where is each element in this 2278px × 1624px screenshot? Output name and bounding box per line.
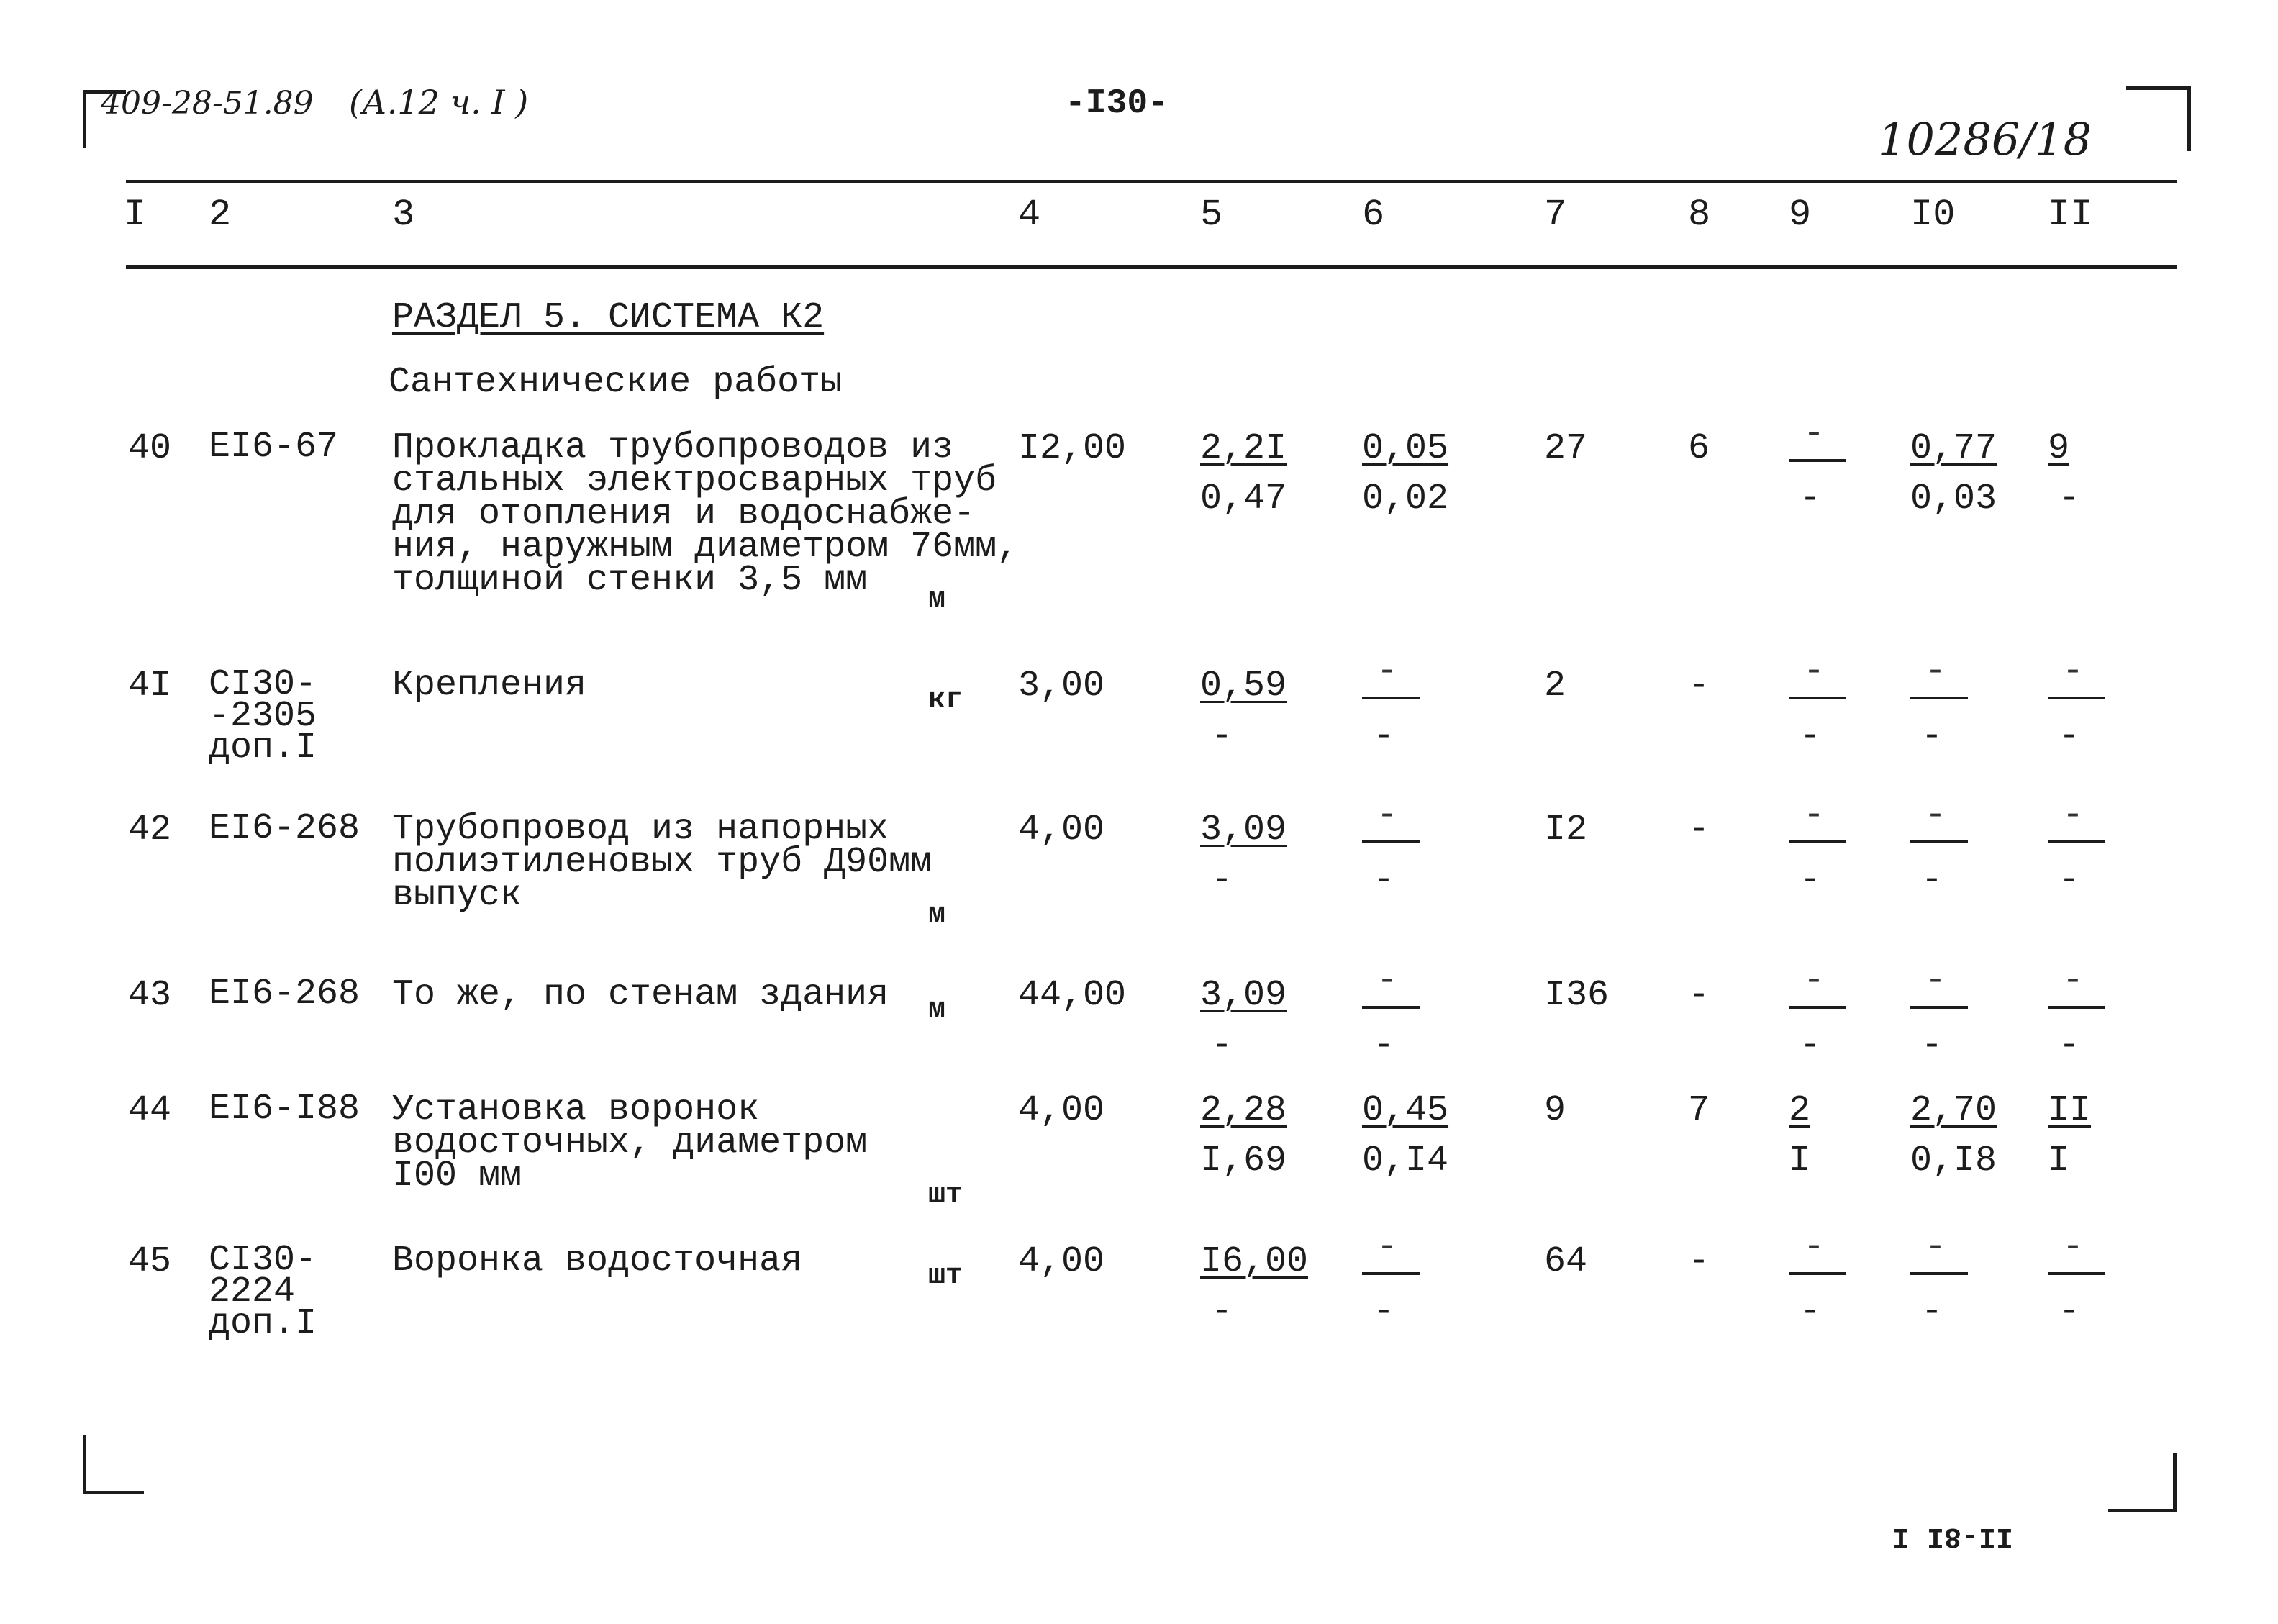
- corner-mark-top-right-bar: [2187, 86, 2191, 151]
- row-c9b: -: [1800, 1292, 1822, 1333]
- row-c11-underline: [2048, 697, 2105, 699]
- row-code: EI6-I88: [209, 1089, 360, 1130]
- row-c9: -: [1803, 651, 1825, 692]
- row-c10-underline: [1910, 697, 1968, 699]
- row-c6b: 0,02: [1362, 478, 1449, 520]
- row-number: 44: [128, 1090, 172, 1131]
- row-c11-underline: [2048, 1006, 2105, 1009]
- row-c11-underline: [2048, 840, 2105, 843]
- row-c5b: I,69: [1200, 1140, 1287, 1181]
- table-header-rule: [126, 265, 2177, 269]
- row-c10b: -: [1921, 716, 1943, 757]
- corner-mark-top-right: [2126, 86, 2191, 90]
- page-number: -I30-: [1065, 84, 1169, 123]
- row-c6: -: [1376, 795, 1399, 836]
- row-code: CI30- 2224 доп.I: [209, 1240, 317, 1344]
- row-c5: 0,59: [1200, 666, 1287, 707]
- row-c5b: -: [1211, 1025, 1233, 1066]
- row-c10b: -: [1921, 1025, 1943, 1066]
- row-c5b: 0,47: [1200, 478, 1287, 520]
- row-number: 43: [128, 975, 172, 1016]
- row-c8: -: [1688, 1241, 1710, 1282]
- row-c10b: 0,03: [1910, 478, 1997, 520]
- row-c6b: 0,I4: [1362, 1140, 1449, 1181]
- row-c8: -: [1688, 809, 1710, 850]
- row-quantity: 3,00: [1018, 666, 1105, 707]
- row-c9: -: [1803, 414, 1825, 455]
- row-c10: 0,77: [1910, 428, 1997, 469]
- column-header-9: 9: [1789, 194, 1812, 236]
- row-c7: 27: [1544, 428, 1588, 469]
- row-c9: 2: [1789, 1090, 1811, 1131]
- row-c6: -: [1376, 1227, 1399, 1268]
- row-c6b: -: [1373, 716, 1395, 757]
- row-unit: м: [928, 994, 946, 1026]
- row-c5: 2,28: [1200, 1090, 1287, 1131]
- row-c11: 9: [2048, 428, 2070, 469]
- row-c10: -: [1925, 795, 1947, 836]
- column-header-8: 8: [1688, 194, 1711, 236]
- row-c11b: -: [2059, 860, 2081, 901]
- row-c10: 2,70: [1910, 1090, 1997, 1131]
- row-c10b: -: [1921, 860, 1943, 901]
- row-number: 45: [128, 1241, 172, 1282]
- row-c9b: -: [1800, 478, 1822, 520]
- document-code: 409-28-51.89: [101, 85, 314, 122]
- row-c11b: -: [2059, 1292, 2081, 1333]
- section-subtitle: Сантехнические работы: [389, 362, 843, 403]
- row-unit: шт: [928, 1179, 963, 1212]
- row-c6: -: [1376, 961, 1399, 1002]
- row-c10: -: [1925, 1227, 1947, 1268]
- row-c11: -: [2062, 651, 2084, 692]
- row-c5b: -: [1211, 1292, 1233, 1333]
- row-c5b: -: [1211, 860, 1233, 901]
- column-header-6: 6: [1362, 194, 1385, 236]
- row-c11-underline: [2048, 1272, 2105, 1275]
- row-c6b: -: [1373, 1025, 1395, 1066]
- corner-mark-bottom-left-bar: [83, 1491, 144, 1494]
- row-unit: кг: [928, 684, 963, 717]
- row-c7: 64: [1544, 1241, 1588, 1282]
- row-c7: 9: [1544, 1090, 1566, 1131]
- row-c6: -: [1376, 651, 1399, 692]
- corner-mark-top-left: [83, 90, 86, 148]
- row-c9: -: [1803, 1227, 1825, 1268]
- row-c5: 3,09: [1200, 975, 1287, 1016]
- corner-mark-bottom-right-bar: [2108, 1509, 2177, 1512]
- row-c11: II: [2048, 1090, 2092, 1131]
- row-c6-underline: [1362, 840, 1420, 843]
- row-c11: -: [2062, 1227, 2084, 1268]
- row-c9b: I: [1789, 1140, 1811, 1181]
- row-code: EI6-268: [209, 808, 360, 849]
- row-c8: 6: [1688, 428, 1710, 469]
- row-code: CI30- -2305 доп.I: [209, 664, 317, 768]
- row-quantity: 4,00: [1018, 1090, 1105, 1131]
- row-c9-underline: [1789, 459, 1846, 462]
- document-part: (А.12 ч. I ): [349, 83, 529, 122]
- row-c10-underline: [1910, 840, 1968, 843]
- row-c6: 0,05: [1362, 428, 1449, 469]
- row-c11: -: [2062, 961, 2084, 1002]
- row-c9b: -: [1800, 860, 1822, 901]
- column-header-3: 3: [392, 194, 415, 236]
- row-c10-underline: [1910, 1006, 1968, 1009]
- row-c10b: -: [1921, 1292, 1943, 1333]
- row-unit: шт: [928, 1260, 963, 1292]
- row-c11: -: [2062, 795, 2084, 836]
- row-c9-underline: [1789, 1006, 1846, 1009]
- row-c6: 0,45: [1362, 1090, 1449, 1131]
- row-c5: 2,2I: [1200, 428, 1287, 469]
- row-code: EI6-268: [209, 974, 360, 1015]
- row-c9b: -: [1800, 716, 1822, 757]
- inventory-number: 10286/18: [1878, 113, 2092, 165]
- row-c5: I6,00: [1200, 1241, 1309, 1282]
- row-quantity: I2,00: [1018, 428, 1127, 469]
- row-quantity: 4,00: [1018, 1241, 1105, 1282]
- column-header-7: 7: [1544, 194, 1567, 236]
- row-c7: I36: [1544, 975, 1610, 1016]
- row-c7: I2: [1544, 809, 1588, 850]
- corner-mark-bottom-right: [2173, 1453, 2177, 1511]
- row-description: То же, по стенам здания: [392, 974, 889, 1015]
- row-c10-underline: [1910, 1272, 1968, 1275]
- row-description: Трубопровод из напорных полиэтиленовых труб Д90мм выпуск: [392, 809, 932, 916]
- row-c10b: 0,I8: [1910, 1140, 1997, 1181]
- row-c10: -: [1925, 961, 1947, 1002]
- row-c11b: I: [2048, 1140, 2070, 1181]
- row-c9-underline: [1789, 840, 1846, 843]
- row-c7: 2: [1544, 666, 1566, 707]
- row-unit: м: [928, 899, 946, 931]
- row-quantity: 44,00: [1018, 975, 1127, 1016]
- row-c6b: -: [1373, 860, 1395, 901]
- row-number: 4I: [128, 666, 172, 707]
- row-description: Крепления: [392, 665, 587, 706]
- row-c6-underline: [1362, 1006, 1420, 1009]
- row-number: 42: [128, 809, 172, 850]
- row-c8: -: [1688, 666, 1710, 707]
- row-c6b: -: [1373, 1292, 1395, 1333]
- row-c6-underline: [1362, 1272, 1420, 1275]
- row-c9: -: [1803, 795, 1825, 836]
- row-c11b: -: [2059, 1025, 2081, 1066]
- row-unit: м: [928, 584, 946, 616]
- section-title: РАЗДЕЛ 5. СИСТЕМА К2: [392, 297, 825, 338]
- row-description: Установка воронок водосточных, диаметром I00 мм: [392, 1089, 868, 1197]
- row-c10: -: [1925, 651, 1947, 692]
- column-header-10: I0: [1910, 194, 1956, 236]
- column-header-5: 5: [1200, 194, 1223, 236]
- row-c8: 7: [1688, 1090, 1710, 1131]
- footer-stamp: II-8I I: [1892, 1520, 2014, 1552]
- row-c9-underline: [1789, 1272, 1846, 1275]
- row-number: 40: [128, 428, 172, 469]
- row-c5b: -: [1211, 716, 1233, 757]
- corner-mark-bottom-left: [83, 1435, 86, 1493]
- row-description: Прокладка трубопроводов из стальных электросварных труб для отопления и водоснабже- ния, наружным диаметром 76мм, толщиной стенки 3,5 мм: [392, 427, 1019, 601]
- row-c9-underline: [1789, 697, 1846, 699]
- column-header-1: I: [124, 194, 147, 236]
- row-c5: 3,09: [1200, 809, 1287, 850]
- row-c6-underline: [1362, 697, 1420, 699]
- column-header-2: 2: [209, 194, 232, 236]
- column-header-4: 4: [1018, 194, 1041, 236]
- row-quantity: 4,00: [1018, 809, 1105, 850]
- row-c11b: -: [2059, 478, 2081, 520]
- row-description: Воронка водосточная: [392, 1240, 803, 1281]
- row-c9: -: [1803, 961, 1825, 1002]
- row-c9b: -: [1800, 1025, 1822, 1066]
- row-c8: -: [1688, 975, 1710, 1016]
- column-header-11: II: [2048, 194, 2093, 236]
- row-code: EI6-67: [209, 427, 339, 468]
- row-c11b: -: [2059, 716, 2081, 757]
- table-top-rule: [126, 180, 2177, 183]
